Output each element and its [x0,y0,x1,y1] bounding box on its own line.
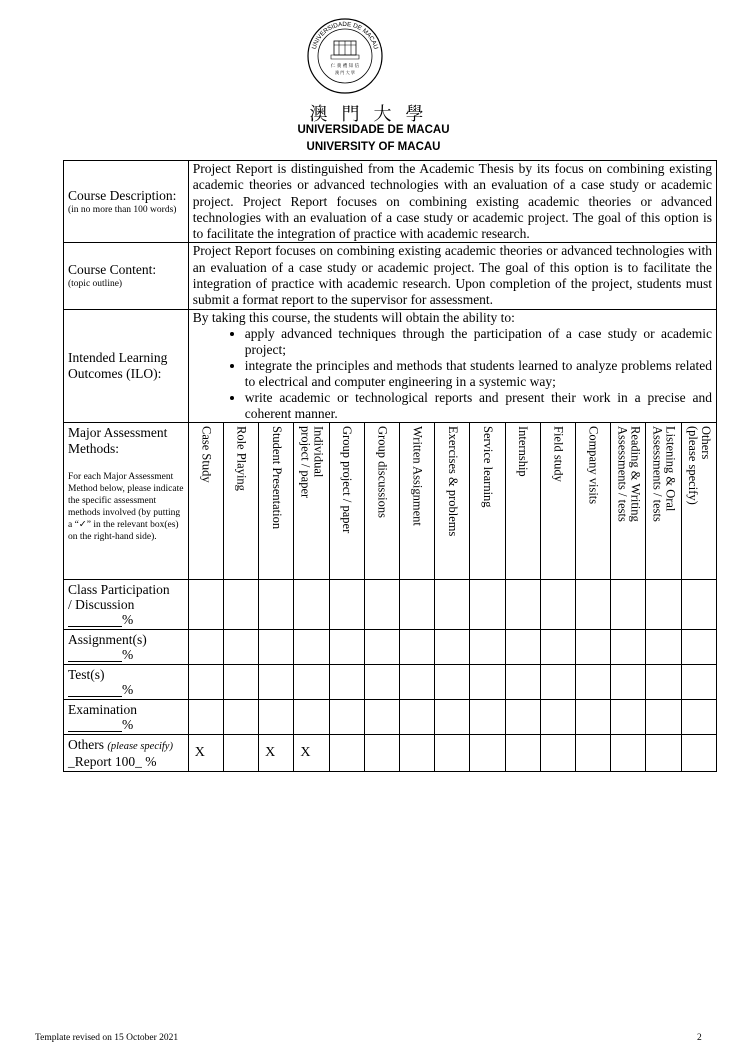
mark-cell [505,734,540,771]
row-label: Assignment(s) [68,631,147,647]
mark-cell [294,579,329,629]
mark-cell [540,699,575,734]
column-header-exercises-problems: Exercises & problems [445,425,460,537]
mark-cell [540,734,575,771]
course-info-table [63,160,717,772]
mark-cell [646,579,681,629]
row-label-line2: _Report 100_ % [68,753,157,769]
mark-cell [540,664,575,699]
mark-cell [681,579,716,629]
assessment-methods-note: For each Major Assessment Method below, please indicate the specific assessment methods involved (by putting a “✓” in the relevant box(es) on the right-hand side). [68,471,184,542]
row-label: Test(s) [68,666,105,682]
ilo-row [64,309,717,422]
mark-cell: X [188,734,223,771]
percent-blank [68,683,122,697]
row-label: Others [68,736,104,752]
mark-cell [435,734,470,771]
percent-blank [68,718,122,732]
mark-cell [611,629,646,664]
page-number: 2 [697,1033,702,1043]
mark-cell [223,699,258,734]
mark-cell [611,699,646,734]
mark-cell [294,699,329,734]
ilo-label: Intended Learning Outcomes (ILO): [68,349,168,381]
mark-cell [294,629,329,664]
mark-cell [223,664,258,699]
mark-cell [681,664,716,699]
course-content-sublabel: (topic outline) [68,279,123,290]
mark-cell [681,734,716,771]
mark-cell [223,734,258,771]
mark-cell [399,699,434,734]
mark-cell [611,734,646,771]
column-header-field-study: Field study [551,425,566,482]
mark-cell [505,699,540,734]
mark-cell [329,579,364,629]
svg-text:仁 義 禮 知 信: 仁 義 禮 知 信 [330,64,360,69]
mark-cell [470,629,505,664]
ilo-item: • apply advanced techniques through the participation of a case study or academic project; [245,326,712,358]
svg-text:UNIVERSIDADE DE MACAU: UNIVERSIDADE DE MACAU [310,20,380,51]
column-header-written-assignment: Written Assignment [410,425,425,526]
column-header-service-learning: Service learning [480,425,495,508]
mark-cell [435,629,470,664]
course-description-label: Course Description: [68,187,177,203]
mark-cell [575,629,610,664]
mark-cell [575,579,610,629]
course-content-row [64,243,717,309]
university-english-name: UNIVERSITY OF MACAU [306,141,441,153]
mark-cell [399,734,434,771]
mark-cell [646,734,681,771]
column-header-group-discussions: Group discussions [375,425,390,518]
ilo-intro: By taking this course, the students will obtain the ability to: [192,309,515,325]
mark-cell [575,664,610,699]
ilo-item: • integrate the principles and methods that students learned to analyze problems related to electrical and computer engineering in a systemic way; [245,358,712,390]
percent-sign: % [122,611,134,627]
mark-cell [435,664,470,699]
assessment-row-examination [64,699,717,734]
mark-cell [540,579,575,629]
mark-cell [188,579,223,629]
row-label: Examination [68,701,137,717]
mark-cell [223,579,258,629]
mark-cell [399,664,434,699]
mark-cell [294,664,329,699]
mark-cell [364,579,399,629]
assessment-row-tests [64,664,717,699]
course-description-row [64,161,717,243]
mark-cell [575,734,610,771]
mark-cell [259,629,294,664]
mark-cell [329,629,364,664]
mark-cell [364,664,399,699]
mark-cell [681,629,716,664]
mark-cell [611,664,646,699]
mark-cell [259,664,294,699]
mark-cell [470,734,505,771]
university-seal-logo [306,17,384,95]
mark-cell [399,629,434,664]
mark-cell [223,629,258,664]
university-portuguese-name: UNIVERSIDADE DE MACAU [297,124,450,136]
mark-cell [540,629,575,664]
column-header-individual-project: Individual project / paper [298,425,326,499]
mark-cell: X [259,734,294,771]
mark-cell [188,699,223,734]
assessment-row-class-participation [64,579,717,629]
mark-cell [399,579,434,629]
percent-blank [68,648,122,662]
mark-cell: X [294,734,329,771]
ilo-item: • write academic or technological reports and present their work in a precise and coherent manner. [245,390,712,422]
percent-sign: % [122,716,134,732]
mark-cell [435,579,470,629]
assessment-methods-label: Major Assessment Methods: [68,424,168,456]
row-label-italic: (please specify) [107,740,173,752]
mark-cell [505,629,540,664]
column-header-others: Others (please specify) [685,425,713,505]
column-header-student-presentation: Student Presentation [269,425,284,530]
course-content-label: Course Content: [68,262,157,278]
row-label-line2: / Discussion [68,596,135,612]
percent-blank [68,613,122,627]
university-chinese-name: 澳門大學 [309,104,438,125]
mark-cell [611,579,646,629]
mark-cell [646,699,681,734]
percent-sign: % [122,681,134,697]
mark-cell [329,734,364,771]
course-description-sublabel: (in no more than 100 words) [68,204,177,215]
assessment-header-row [64,422,717,579]
ilo-list [193,326,712,422]
course-description-text: Project Report is distinguished from the Academic Thesis by its focus on combining existing academic theories or advanced technologies with an evaluation of a case study or academic project. Project Report focuses on combining existing academic theories or advanced technologies with an evaluation of a case study or academic project. The goal of this option is to facilitate the integration of practice with academic research. [188,161,716,243]
svg-text:澳 門 大 學: 澳 門 大 學 [335,70,355,75]
mark-cell [364,629,399,664]
column-header-listening-oral: Listening & Oral Assessments / tests [650,425,678,522]
column-header-reading-writing: Reading & Writing Assessments / tests [615,425,643,522]
mark-cell [470,579,505,629]
mark-cell [470,699,505,734]
mark-cell [364,699,399,734]
mark-cell [470,664,505,699]
column-header-case-study: Case Study [199,425,214,483]
mark-cell [329,699,364,734]
column-header-role-playing: Role Playing [234,425,249,491]
column-header-internship: Internship [516,425,531,477]
template-revised-note: Template revised on 15 October 2021 [35,1033,179,1043]
mark-cell [259,579,294,629]
mark-cell [188,629,223,664]
mark-cell [646,664,681,699]
mark-cell [435,699,470,734]
mark-cell [646,629,681,664]
row-label: Class Participation [68,581,170,597]
assessment-row-others [64,734,717,771]
percent-sign: % [122,646,134,662]
mark-cell [505,579,540,629]
mark-cell [364,734,399,771]
mark-cell [575,699,610,734]
column-header-company-visits: Company visits [586,425,601,505]
mark-cell [259,699,294,734]
course-content-text: Project Report focuses on combining existing academic theories or advanced technologies with an evaluation of a case study or academic project. The goal of this option is to facilitate the integration of practice with academic research. Upon completion of the project, students must submit a format report to the supervisor for assessment. [188,243,716,309]
assessment-row-assignments [64,629,717,664]
column-header-group-project: Group project / paper [340,425,355,534]
mark-cell [329,664,364,699]
mark-cell [188,664,223,699]
mark-cell [505,664,540,699]
mark-cell [681,699,716,734]
